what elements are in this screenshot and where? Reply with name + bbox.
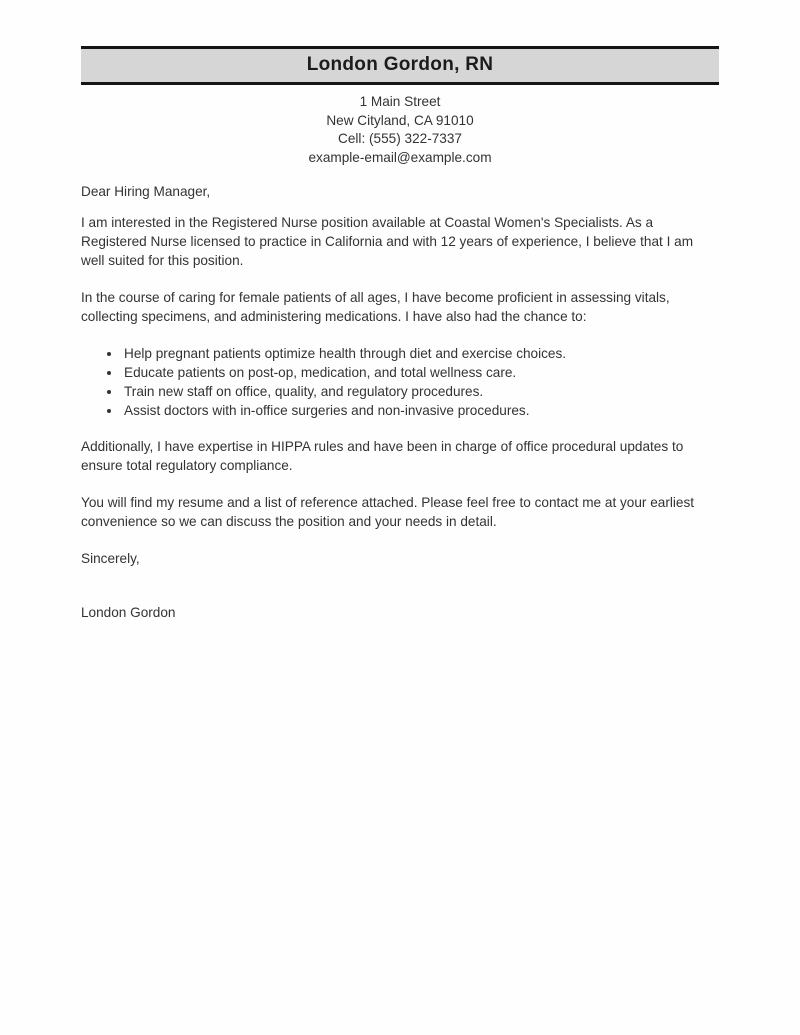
email-address: example-email@example.com [308,149,492,165]
applicant-name: London Gordon, RN [306,54,494,75]
address-line-1: 1 Main Street [359,94,441,109]
paragraph-expertise: Additionally, I have expertise in HIPPA rules and have been in charge of office procedural updates to ensure total regulatory compliance. [81,439,684,473]
paragraph-experience: In the course of caring for female patients of all ages, I have become proficient in assessing vitals, collecting specimens, and administering medications. I have also had the chance to: [81,290,670,324]
address-line-2: New Cityland, CA 91010 [326,112,474,128]
bullet-item: • Train new staff on office, quality, and regulatory procedures. [122,382,719,401]
bullet-item: • Help pregnant patients optimize health through diet and exercise choices. [122,344,719,363]
bullet-item: • Assist doctors with in-office surgeries and non-invasive procedures. [122,401,719,420]
phone-number: Cell: (555) 322-7337 [338,131,462,146]
signature-name: London Gordon [81,605,176,620]
contact-block [81,93,719,167]
bullet-item: • Educate patients on post-op, medication, and total wellness care. [122,363,719,382]
closing: Sincerely, [81,551,140,566]
letter-body [81,182,719,622]
paragraph-intro: I am interested in the Registered Nurse position available at Coastal Women's Specialists. As a Registered Nurse licensed to practice in California and with 12 years of experience, I believe that I am well suited for this position. [81,215,694,268]
paragraph-contact-request: You will find my resume and a list of reference attached. Please feel free to contact me at your earliest convenience so we can discuss the position and your needs in detail. [81,495,695,529]
salutation: Dear Hiring Manager, [81,184,211,199]
name-banner [81,46,719,85]
skills-bullet-list [81,344,719,420]
